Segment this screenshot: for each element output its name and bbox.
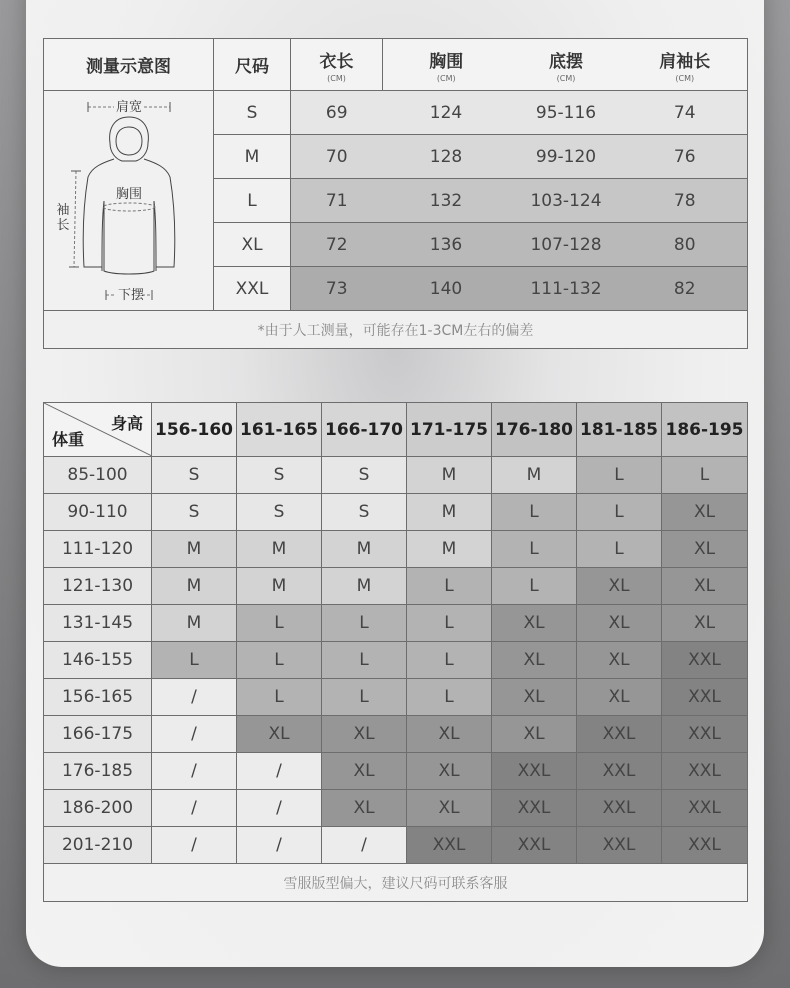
size-recommendation-cell: M [407, 494, 492, 531]
fit-recommendation-table [43, 402, 748, 902]
size-recommendation-cell: L [407, 568, 492, 605]
size-recommendation-cell: L [492, 494, 577, 531]
measurement-cell: 70 [291, 135, 383, 179]
corner-cell [44, 403, 152, 457]
weight-cell: 90-110 [44, 494, 152, 531]
size-recommendation-cell: L [577, 494, 662, 531]
size-recommendation-cell: / [322, 827, 407, 864]
label-sleeve: 袖长 [56, 203, 70, 233]
measurement-cell: 72 [291, 223, 383, 267]
measurement-cell: 71 [291, 179, 383, 223]
size-recommendation-cell: XL [662, 568, 748, 605]
measurement-cell: 99-120 [510, 135, 623, 179]
measurement-cell: 140 [383, 267, 510, 311]
size-recommendation-cell: XXL [662, 827, 748, 864]
table-row [44, 827, 748, 864]
size-recommendation-cell: L [237, 679, 322, 716]
size-recommendation-cell: XL [662, 605, 748, 642]
weight-cell: 111-120 [44, 531, 152, 568]
size-cell: S [214, 91, 291, 135]
weight-cell: 121-130 [44, 568, 152, 605]
size-recommendation-cell: L [237, 605, 322, 642]
size-recommendation-cell: XL [407, 790, 492, 827]
size-recommendation-cell: XXL [662, 790, 748, 827]
label-hem: 下摆 [118, 288, 145, 303]
table-row [44, 716, 748, 753]
measurement-cell: 82 [623, 267, 748, 311]
size-recommendation-cell: XL [662, 531, 748, 568]
size-recommendation-cell: XXL [662, 642, 748, 679]
size-recommendation-cell: / [152, 790, 237, 827]
size-recommendation-cell: XL [407, 753, 492, 790]
size-recommendation-cell: XXL [492, 790, 577, 827]
size-recommendation-cell: L [492, 568, 577, 605]
measurement-diagram [44, 91, 214, 311]
size-recommendation-cell: L [407, 605, 492, 642]
measurement-note: *由于人工测量，可能存在1-3CM左右的偏差 [44, 311, 748, 349]
table-row [44, 790, 748, 827]
weight-cell: 85-100 [44, 457, 152, 494]
size-recommendation-cell: M [152, 568, 237, 605]
measurement-cell: 74 [623, 91, 748, 135]
weight-cell: 131-145 [44, 605, 152, 642]
header-diagram: 测量示意图 [44, 39, 214, 91]
measurement-cell: 107-128 [510, 223, 623, 267]
size-recommendation-cell: XXL [577, 790, 662, 827]
measurement-cell: 124 [383, 91, 510, 135]
weight-cell: 166-175 [44, 716, 152, 753]
header-size: 尺码 [214, 39, 291, 91]
size-recommendation-cell: XXL [577, 827, 662, 864]
weight-cell: 146-155 [44, 642, 152, 679]
size-recommendation-cell: S [237, 494, 322, 531]
size-recommendation-cell: XL [662, 494, 748, 531]
table-row [44, 642, 748, 679]
size-cell: XL [214, 223, 291, 267]
size-recommendation-cell: / [152, 679, 237, 716]
measurement-cell: 73 [291, 267, 383, 311]
size-recommendation-cell: XL [407, 716, 492, 753]
size-recommendation-cell: S [322, 457, 407, 494]
size-recommendation-cell: L [407, 642, 492, 679]
corner-weight-label: 体重 [52, 430, 85, 449]
fit-footer-note: 雪服版型偏大，建议尺码可联系客服 [44, 864, 748, 902]
height-header: 176-180 [492, 403, 577, 457]
size-recommendation-cell: L [152, 642, 237, 679]
height-header: 171-175 [407, 403, 492, 457]
size-recommendation-cell: M [322, 531, 407, 568]
size-recommendation-cell: XL [322, 790, 407, 827]
header-chest: 胸围 (CM) [383, 39, 510, 91]
height-header: 161-165 [237, 403, 322, 457]
size-recommendation-cell: / [237, 790, 322, 827]
size-recommendation-cell: XL [322, 716, 407, 753]
size-recommendation-cell: M [152, 531, 237, 568]
size-recommendation-cell: XXL [662, 716, 748, 753]
size-recommendation-cell: M [237, 568, 322, 605]
measurement-cell: 69 [291, 91, 383, 135]
size-recommendation-cell: L [237, 642, 322, 679]
table-row [44, 457, 748, 494]
measurement-cell: 76 [623, 135, 748, 179]
size-recommendation-cell: L [662, 457, 748, 494]
measurement-cell: 80 [623, 223, 748, 267]
size-table-header [44, 39, 748, 91]
size-recommendation-cell: S [152, 494, 237, 531]
height-header: 181-185 [577, 403, 662, 457]
size-recommendation-cell: XXL [577, 753, 662, 790]
size-recommendation-cell: L [407, 679, 492, 716]
weight-cell: 176-185 [44, 753, 152, 790]
size-recommendation-cell: XL [237, 716, 322, 753]
size-recommendation-cell: L [322, 679, 407, 716]
header-hem: 底摆 (CM) [510, 39, 623, 91]
table-row [44, 753, 748, 790]
size-recommendation-cell: M [322, 568, 407, 605]
size-recommendation-cell: XL [492, 605, 577, 642]
measurement-cell: 78 [623, 179, 748, 223]
size-recommendation-cell: M [407, 531, 492, 568]
measurement-cell: 136 [383, 223, 510, 267]
measurement-cell: 128 [383, 135, 510, 179]
size-recommendation-cell: XL [322, 753, 407, 790]
table-row [44, 494, 748, 531]
size-recommendation-cell: XXL [577, 716, 662, 753]
size-recommendation-cell: XL [577, 568, 662, 605]
size-recommendation-cell: L [492, 531, 577, 568]
header-length: 衣长 (CM) [291, 39, 383, 91]
measurement-cell: 95-116 [510, 91, 623, 135]
size-recommendation-cell: M [492, 457, 577, 494]
size-recommendation-cell: S [152, 457, 237, 494]
table-row [44, 679, 748, 716]
size-recommendation-cell: / [237, 753, 322, 790]
size-recommendation-cell: XL [577, 679, 662, 716]
corner-height-label: 身高 [110, 414, 143, 433]
size-recommendation-cell: L [577, 457, 662, 494]
size-recommendation-cell: XL [492, 716, 577, 753]
weight-cell: 186-200 [44, 790, 152, 827]
size-recommendation-cell: S [237, 457, 322, 494]
header-sleeve: 肩袖长 (CM) [623, 39, 748, 91]
size-recommendation-cell: / [152, 753, 237, 790]
label-chest: 胸围 [116, 187, 143, 202]
size-recommendation-cell: XXL [407, 827, 492, 864]
measurement-cell: 103-124 [510, 179, 623, 223]
size-recommendation-cell: XL [492, 679, 577, 716]
label-shoulder: 肩宽 [116, 100, 143, 115]
size-measurement-table [43, 38, 748, 349]
fit-table-header [44, 403, 748, 457]
size-recommendation-cell: XXL [492, 753, 577, 790]
size-recommendation-cell: XL [492, 642, 577, 679]
size-recommendation-cell: / [152, 827, 237, 864]
size-recommendation-cell: XXL [662, 753, 748, 790]
height-header: 186-195 [662, 403, 748, 457]
size-cell: XXL [214, 267, 291, 311]
weight-cell: 201-210 [44, 827, 152, 864]
size-recommendation-cell: M [407, 457, 492, 494]
table-row [44, 91, 748, 135]
size-recommendation-cell: XL [577, 605, 662, 642]
size-cell: L [214, 179, 291, 223]
weight-cell: 156-165 [44, 679, 152, 716]
size-recommendation-cell: XL [577, 642, 662, 679]
size-cell: M [214, 135, 291, 179]
height-header: 156-160 [152, 403, 237, 457]
size-recommendation-cell: / [152, 716, 237, 753]
size-recommendation-cell: L [322, 605, 407, 642]
size-recommendation-cell: S [322, 494, 407, 531]
measurement-cell: 111-132 [510, 267, 623, 311]
table-row [44, 531, 748, 568]
size-recommendation-cell: M [237, 531, 322, 568]
size-recommendation-cell: / [237, 827, 322, 864]
size-recommendation-cell: XXL [662, 679, 748, 716]
measurement-cell: 132 [383, 179, 510, 223]
size-recommendation-cell: L [322, 642, 407, 679]
size-recommendation-cell: XXL [492, 827, 577, 864]
size-recommendation-cell: L [577, 531, 662, 568]
table-row [44, 605, 748, 642]
height-header: 166-170 [322, 403, 407, 457]
size-recommendation-cell: M [152, 605, 237, 642]
table-row [44, 568, 748, 605]
